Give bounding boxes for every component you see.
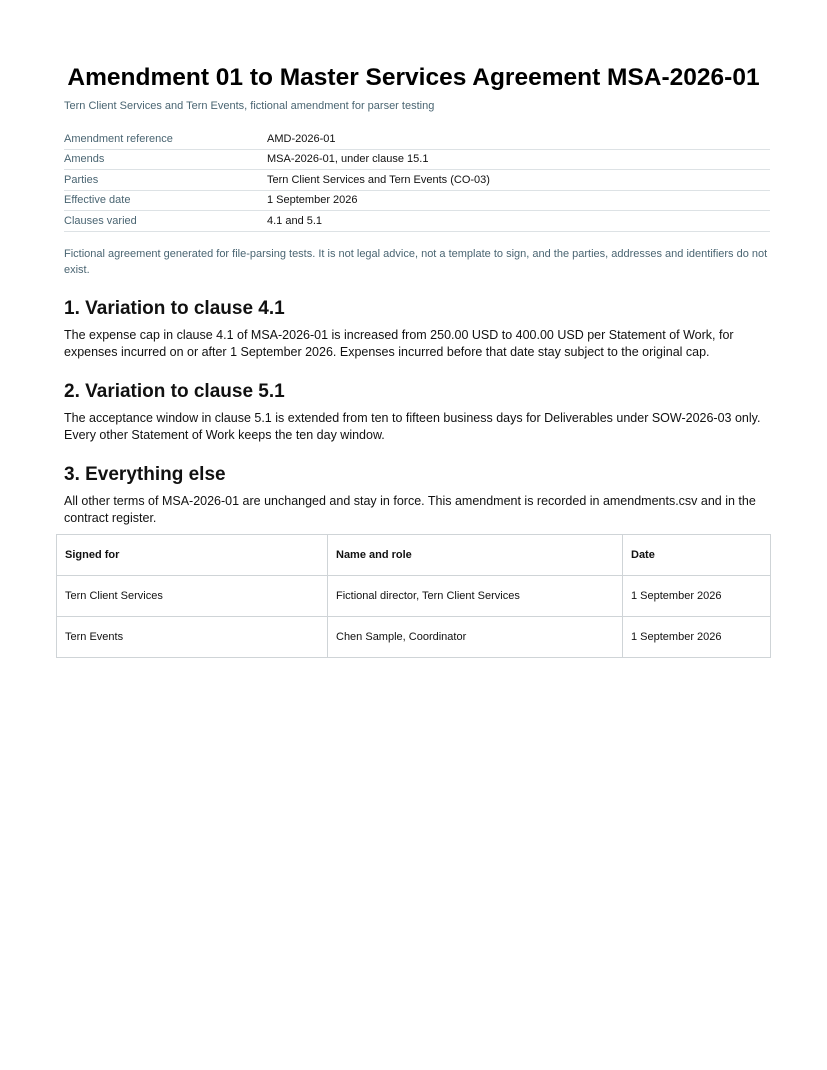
metadata-value: 4.1 and 5.1	[267, 211, 770, 232]
disclaimer-note: Fictional agreement generated for file-parsing tests. It is not legal advice, not a template to sign, and the parties, addresses and identifiers do not exist.	[64, 247, 768, 276]
signed-for-cell: Tern Events	[57, 616, 328, 657]
table-row	[57, 575, 771, 616]
metadata-row	[64, 129, 770, 149]
metadata-row	[64, 170, 770, 191]
document-subtitle: Tern Client Services and Tern Events, fictional amendment for parser testing	[64, 100, 435, 112]
column-header-signed-for: Signed for	[57, 534, 328, 575]
metadata-value: MSA-2026-01, under clause 15.1	[267, 149, 770, 170]
name-and-role-cell: Fictional director, Tern Client Services	[328, 575, 623, 616]
metadata-row	[64, 149, 770, 170]
date-cell: 1 September 2026	[623, 616, 771, 657]
section-heading-everything-else: 3. Everything else	[64, 463, 226, 485]
section-body-clause-5-1: The acceptance window in clause 5.1 is extended from ten to fifteen business days for Deliverables under SOW-2026-03 only. Every other Statement of Work keeps the ten day window.	[64, 410, 761, 442]
signature-table	[56, 534, 771, 658]
section-heading-clause-4-1: 1. Variation to clause 4.1	[64, 297, 285, 319]
table-row	[57, 616, 771, 657]
signature-header-row	[57, 534, 771, 575]
metadata-key: Clauses varied	[64, 211, 267, 232]
metadata-row	[64, 190, 770, 211]
metadata-key: Amends	[64, 149, 267, 170]
column-header-date: Date	[623, 534, 771, 575]
column-header-name-and-role: Name and role	[328, 534, 623, 575]
name-and-role-cell: Chen Sample, Coordinator	[328, 616, 623, 657]
metadata-key: Parties	[64, 170, 267, 191]
signed-for-cell: Tern Client Services	[57, 575, 328, 616]
metadata-row	[64, 211, 770, 232]
metadata-key: Amendment reference	[64, 129, 267, 149]
metadata-value: AMD-2026-01	[267, 129, 770, 149]
date-cell: 1 September 2026	[623, 575, 771, 616]
metadata-key: Effective date	[64, 190, 267, 211]
section-heading-clause-5-1: 2. Variation to clause 5.1	[64, 380, 285, 402]
document-title: Amendment 01 to Master Services Agreement MSA-2026-01	[67, 64, 760, 91]
metadata-table	[64, 129, 770, 232]
section-body-clause-4-1: The expense cap in clause 4.1 of MSA-2026-01 is increased from 250.00 USD to 400.00 USD per Statement of Work, for expenses incurred on or after 1 September 2026. Expenses incurred before that date stay subject to the original cap.	[64, 327, 734, 359]
section-body-everything-else: All other terms of MSA-2026-01 are unchanged and stay in force. This amendment is recorded in amendments.csv and in the contract register.	[64, 493, 756, 525]
metadata-value: Tern Client Services and Tern Events (CO-03)	[267, 170, 770, 191]
metadata-value: 1 September 2026	[267, 190, 770, 211]
